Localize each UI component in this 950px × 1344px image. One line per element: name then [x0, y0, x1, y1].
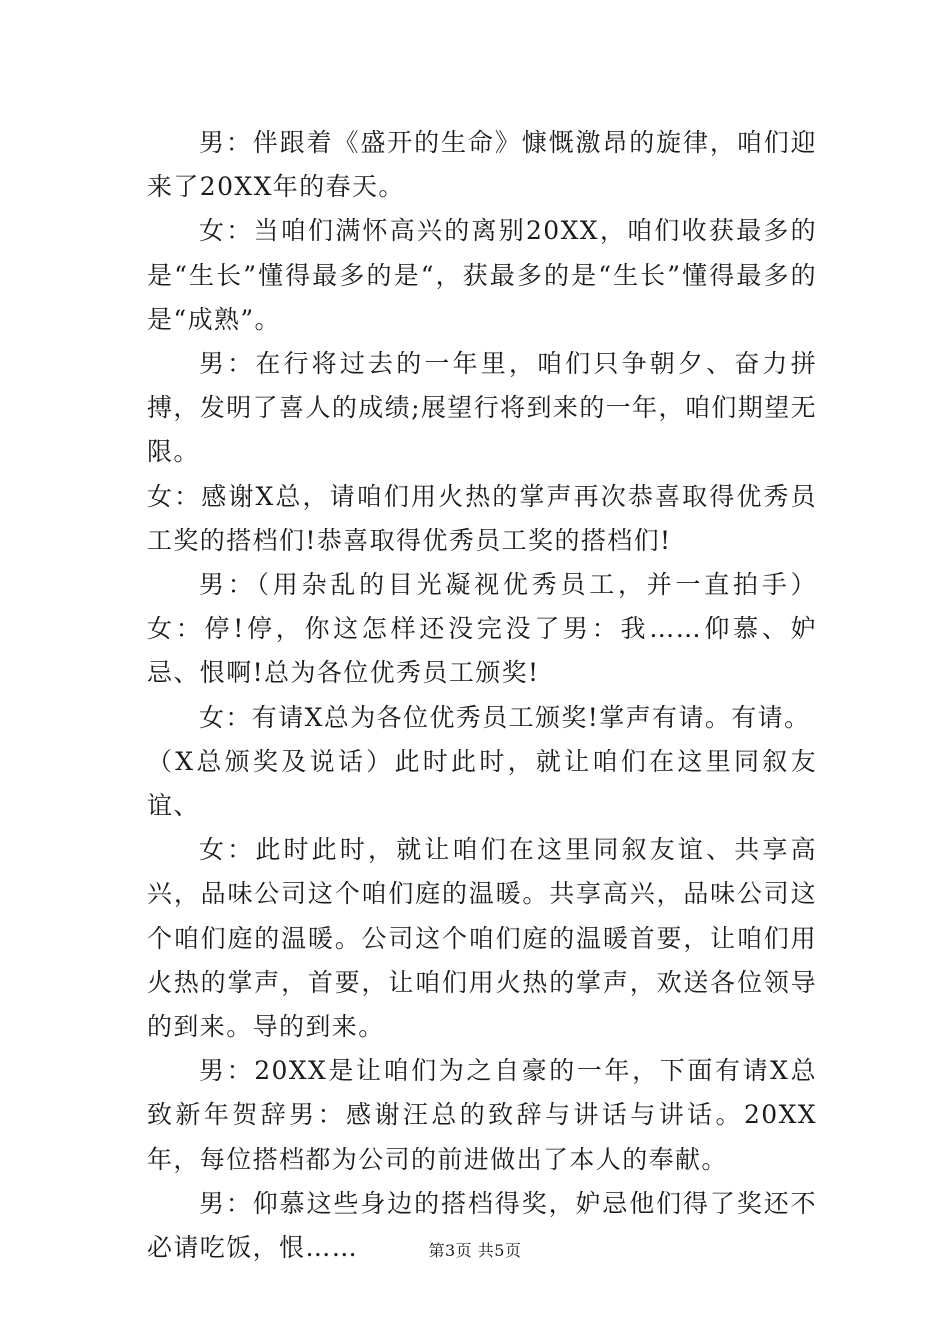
paragraph-10: 男：仰慕这些身边的搭档得奖，妒忌他们得了奖还不必请吃饭，恨…… [147, 1188, 817, 1263]
document-body [147, 121, 817, 1270]
paragraph-7: （X总颁奖及说话）此时此时，就让咱们在这里同叙友谊、 [147, 746, 817, 821]
paragraph-6: 女：有请X总为各位优秀员工颁奖!掌声有请。有请。 [199, 702, 811, 732]
paragraph-8: 女：此时此时，就让咱们在这里同叙友谊、共享高兴，品味公司这个咱们庭的温暖。共享高兴，品味公司这个咱们庭的温暖。公司这个咱们庭的温暖首要，让咱们用火热的掌声，首要，让咱们用火热的掌声，欢送各位领导的到来。导的到来。 [147, 835, 817, 1042]
paragraph-3: 男：在行将过去的一年里，咱们只争朝夕、奋力拼搏，发明了喜人的成绩;展望行将到来的一年，咱们期望无限。 [147, 349, 817, 467]
paragraph-4: 女：感谢X总，请咱们用火热的掌声再次恭喜取得优秀员工奖的搭档们!恭喜取得优秀员工奖的搭档们! [147, 481, 817, 555]
page-number-footer: 第3页 共5页 [428, 1241, 522, 1260]
paragraph-1: 男：伴跟着《盛开的生命》慷慨激昂的旋律，咱们迎来了20XX年的春天。 [147, 128, 817, 202]
paragraph-2: 女：当咱们满怀高兴的离别20XX，咱们收获最多的是“生长”懂得最多的是“，获最多的是“生长”懂得最多的是“成熟”。 [147, 216, 817, 334]
paragraph-5: 男：（用杂乱的目光凝视优秀员工，并一直拍手）女：停!停，你这怎样还没完没了男：我……仰慕、妒忌、恨啊!总为各位优秀员工颁奖! [147, 570, 817, 688]
paragraph-9: 男：20XX是让咱们为之自豪的一年，下面有请X总致新年贺辞男：感谢汪总的致辞与讲话与讲话。20XX年，每位搭档都为公司的前进做出了本人的奉献。 [147, 1056, 817, 1174]
